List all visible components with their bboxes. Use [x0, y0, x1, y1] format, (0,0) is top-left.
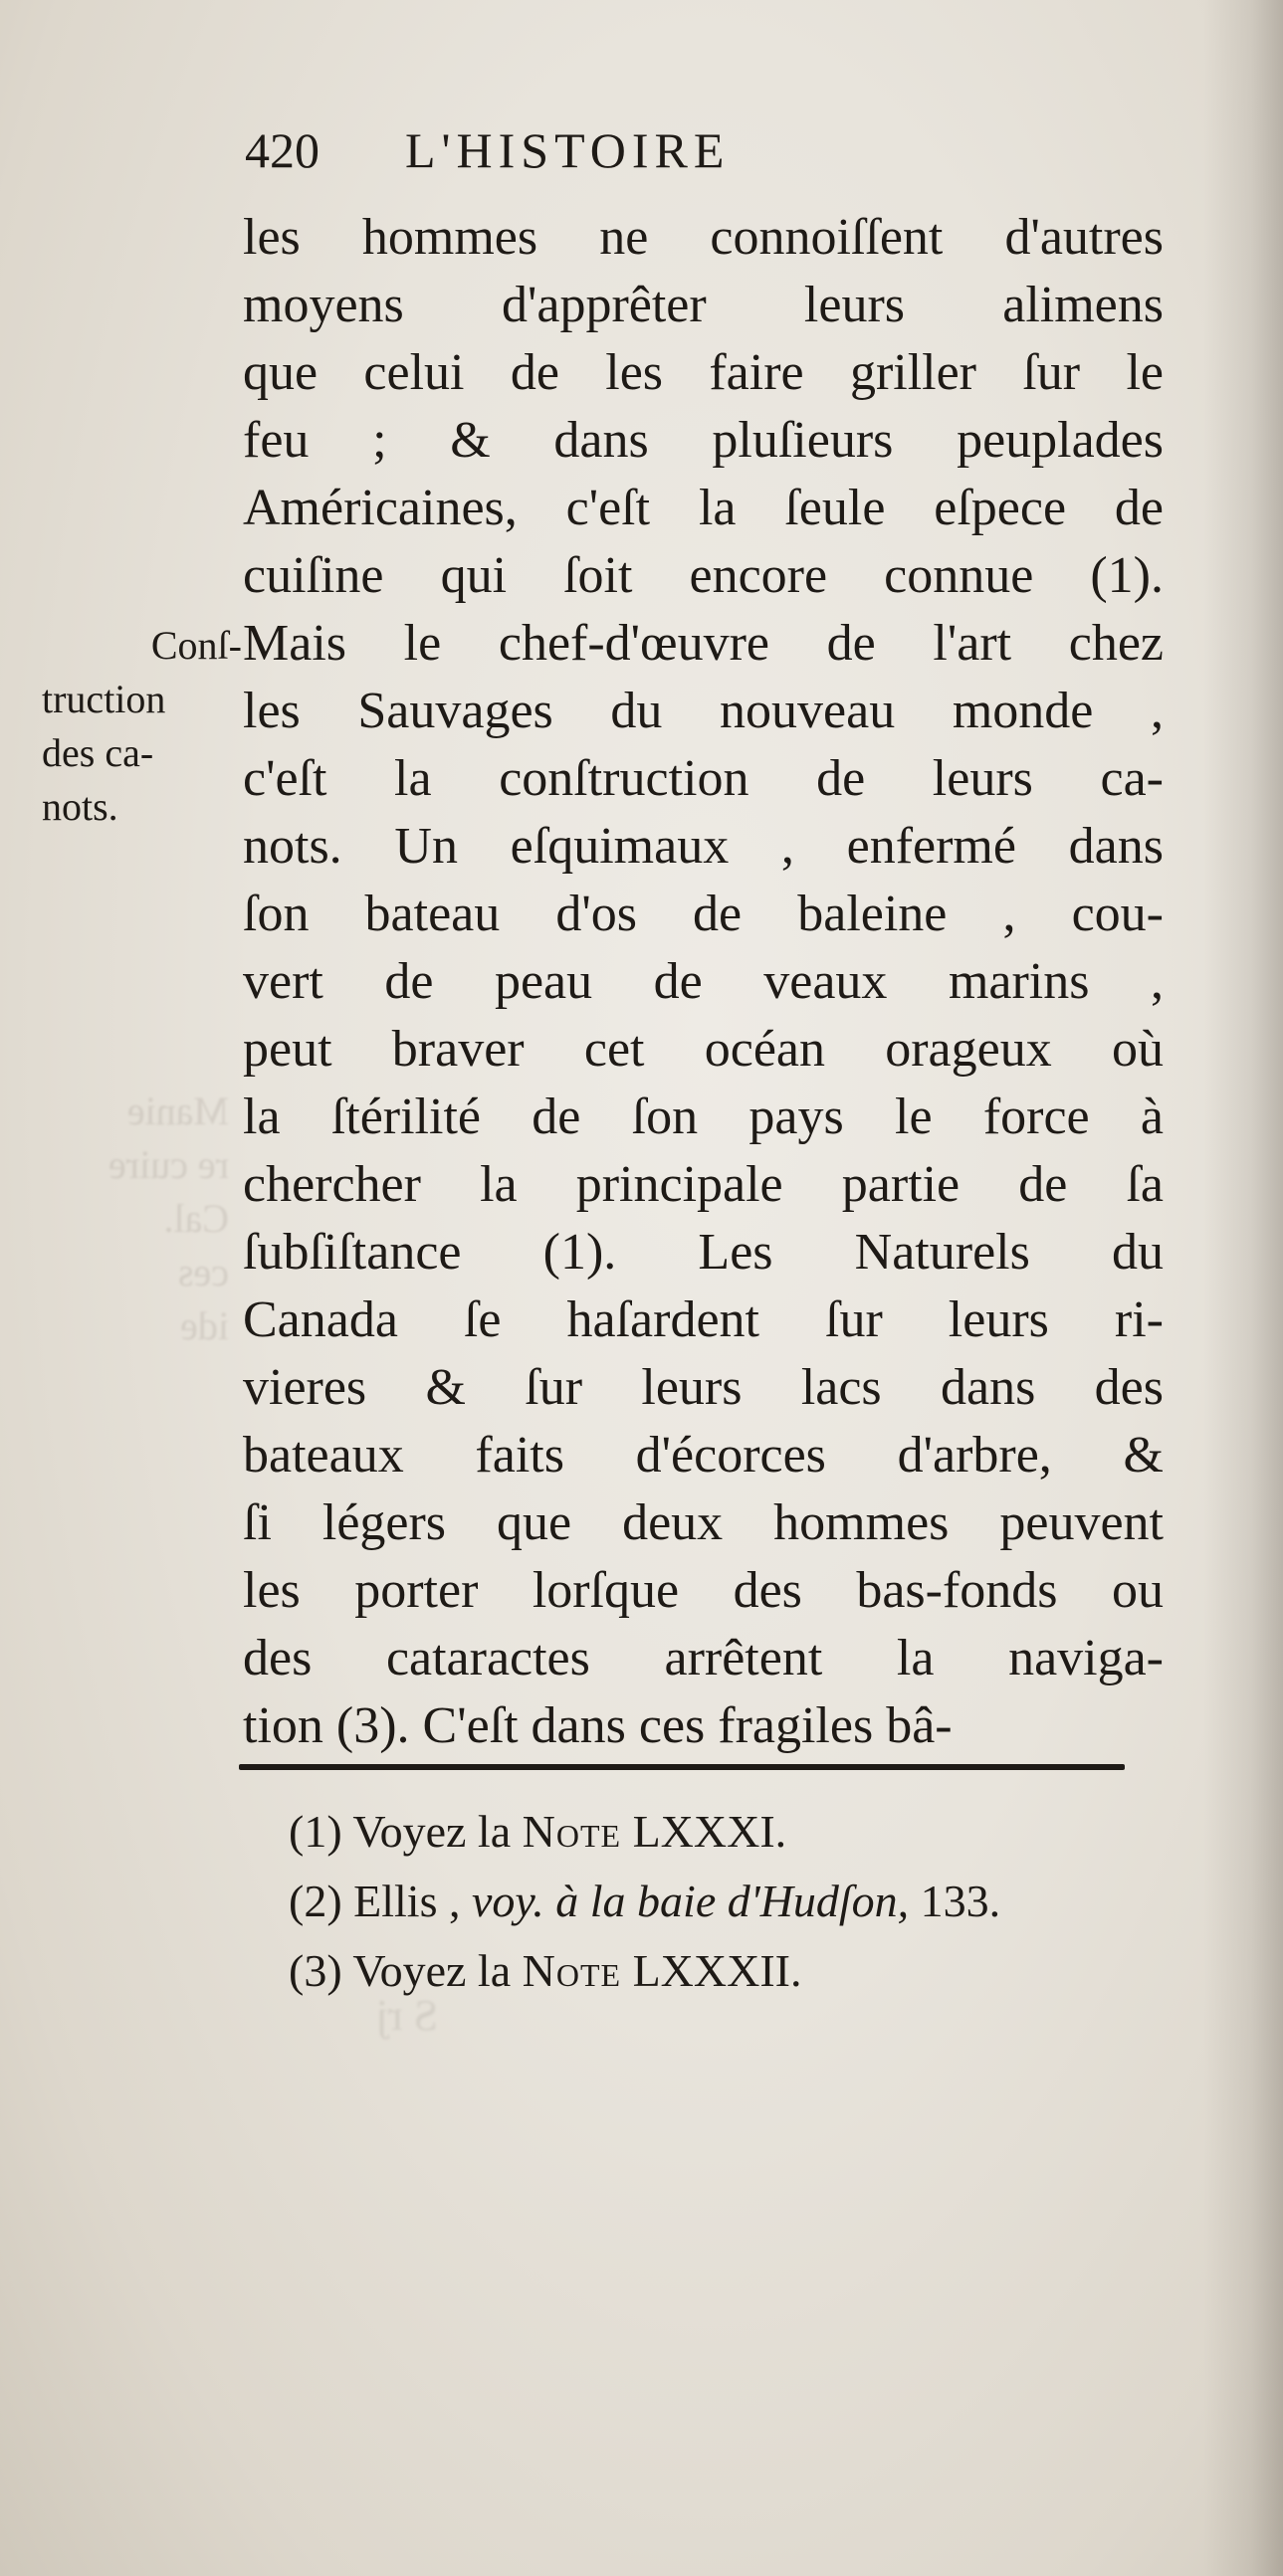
text-line: cuiſine qui ſoit encore connue (1).: [243, 547, 1164, 604]
footnote: [289, 1867, 1000, 1936]
text-line: ſon bateau d'os de baleine , cou-: [243, 886, 1164, 942]
footnote-ref: 133.: [920, 1876, 1001, 1926]
text-line: moyens d'apprêter leurs alimens: [243, 277, 1164, 333]
body-text: [243, 204, 1164, 1760]
footnote: [289, 1936, 1000, 2006]
text-line: la ſtérilité de ſon pays le force à: [243, 1089, 1164, 1145]
text-line: des cataractes arrêtent la naviga-: [243, 1630, 1164, 1686]
footnote: [289, 1797, 1000, 1867]
text-line: les porter lorſque des bas-fonds ou: [243, 1562, 1164, 1619]
text-line: chercher la principale partie de ſa: [243, 1156, 1164, 1213]
footnote-text: Ellis ,: [353, 1876, 461, 1926]
text-line: vert de peau de veaux marins ,: [243, 953, 1164, 1010]
text-line: Canada ſe haſardent ſur leurs ri-: [243, 1291, 1164, 1348]
footnote-smallcaps: Note: [522, 1945, 622, 1996]
margin-note-line: nots.: [42, 784, 118, 829]
footnote-ref: LXXXI.: [632, 1806, 787, 1857]
gutter-shadow: [1203, 0, 1283, 2576]
footnote-italic: voy. à la baie d'Hudſon,: [471, 1876, 910, 1926]
text-line: c'eſt la conſtruction de leurs ca-: [243, 750, 1164, 807]
footnote-ref: LXXXII.: [632, 1945, 802, 1996]
text-line: vieres & ſur leurs lacs dans des: [243, 1359, 1164, 1416]
running-header: [245, 121, 730, 179]
margin-note-line: des ca-: [42, 730, 154, 775]
text-line: tion (3). C'eſt dans ces fragiles bâ-: [243, 1697, 953, 1754]
footnote-smallcaps: Note: [522, 1806, 622, 1857]
running-title: L'HISTOIRE: [405, 122, 731, 178]
bleed-through-text: Manie re cuire Cal. ces ide: [107, 1089, 229, 1348]
margin-note-line: truction: [42, 677, 166, 721]
text-line: Américaines, c'eſt la ſeule eſpece de: [243, 480, 1164, 536]
footnote-mark: (3): [289, 1945, 342, 1996]
text-line: peut braver cet océan orageux où: [243, 1021, 1164, 1078]
footnote-mark: (1): [289, 1806, 342, 1857]
text-line: Mais le chef-d'œuvre de l'art chez: [243, 615, 1164, 672]
page-number: 420: [245, 122, 320, 178]
text-line: les hommes ne connoiſſent d'autres: [243, 209, 1164, 266]
text-line: ſi légers que deux hommes peuvent: [243, 1494, 1164, 1551]
text-line: nots. Un eſquimaux , enfermé dans: [243, 818, 1164, 875]
text-line: bateaux faits d'écorces d'arbre, &: [243, 1427, 1164, 1484]
text-line: ſubſiſtance (1). Les Naturels du: [243, 1224, 1164, 1281]
text-line: que celui de les faire griller ſur le: [243, 344, 1164, 401]
text-line: feu ; & dans pluſieurs peuplades: [243, 412, 1164, 469]
footnote-mark: (2): [289, 1876, 342, 1926]
footnote-text: Voyez la: [352, 1945, 512, 1996]
margin-note: [38, 619, 242, 834]
footnote-rule: [239, 1764, 1125, 1770]
margin-note-line: Conſ-: [150, 623, 242, 668]
bleed-through-page-number: S rj: [375, 1991, 438, 2040]
text-line: les Sauvages du nouveau monde ,: [243, 683, 1164, 739]
footnotes: [289, 1797, 1000, 2006]
footnote-text: Voyez la: [352, 1806, 512, 1857]
